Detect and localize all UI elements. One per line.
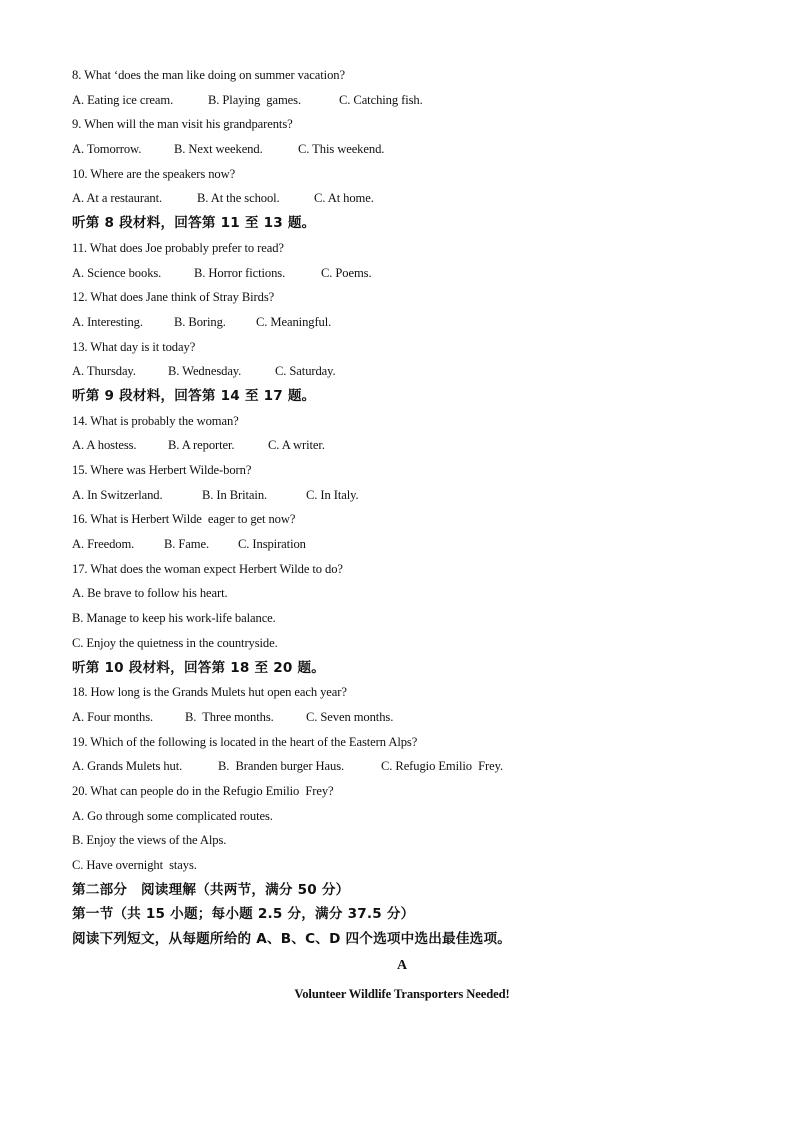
- option-a: A. Tomorrow.: [72, 142, 142, 157]
- option-a: A. In Switzerland.: [72, 487, 163, 502]
- option-c: C. In Italy.: [306, 487, 359, 502]
- options-10: [72, 186, 732, 211]
- option-a: A. Eating ice cream.: [72, 92, 174, 107]
- option-b: B. At the school.: [197, 191, 280, 206]
- options-13: [72, 359, 732, 384]
- option-c: C. At home.: [314, 191, 374, 206]
- section-heading-8: 听第 8 段材料，回答第 11 至 13 题。: [72, 215, 316, 232]
- options-15: [72, 483, 732, 508]
- option-c: C. Have overnight stays.: [72, 858, 197, 872]
- option-c: C. Enjoy the quietness in the countryside.: [72, 635, 278, 650]
- options-19: [72, 754, 732, 779]
- question-11: 11. What does Joe probably prefer to read?: [72, 240, 284, 255]
- section-one-heading: 第一节（共 15 小题；每小题 2.5 分，满分 37.5 分）: [72, 906, 415, 923]
- option-c: C. Saturday.: [275, 364, 336, 379]
- reading-instruction: 阅读下列短文，从每题所给的 A、B、C、D 四个选项中选出最佳选项。: [72, 931, 512, 948]
- question-17: 17. What does the woman expect Herbert Wilde to do?: [72, 561, 343, 576]
- options-11: [72, 261, 732, 286]
- question-9: 9. When will the man visit his grandparents?: [72, 117, 293, 132]
- question-14: 14. What is probably the woman?: [72, 413, 239, 428]
- option-c: C. A writer.: [268, 438, 325, 453]
- options-12: [72, 310, 732, 335]
- option-b: B. Wednesday.: [168, 364, 242, 379]
- option-a: A. Thursday.: [72, 364, 136, 379]
- option-b: B. Branden burger Haus.: [218, 759, 345, 774]
- options-18: [72, 705, 732, 730]
- option-a: A. Interesting.: [72, 314, 143, 329]
- option-b: B. In Britain.: [202, 487, 268, 502]
- option-c: C. Catching fish.: [339, 92, 423, 107]
- option-a: A. Freedom.: [72, 537, 135, 552]
- option-a: A. Four months.: [72, 709, 154, 724]
- question-10: 10. Where are the speakers now?: [72, 166, 236, 181]
- question-8: 8. What ‘does the man like doing on summer vacation?: [72, 68, 345, 82]
- options-8: [72, 88, 732, 113]
- question-19: 19. Which of the following is located in the heart of the Eastern Alps?: [72, 734, 418, 749]
- question-13: 13. What day is it today?: [72, 339, 196, 354]
- section-heading-9: 听第 9 段材料，回答第 14 至 17 题。: [72, 387, 316, 404]
- option-a: A. At a restaurant.: [72, 191, 163, 206]
- option-a: A. Science books.: [72, 265, 162, 280]
- part-two-heading: 第二部分 阅读理解（共两节，满分 50 分）: [72, 881, 350, 898]
- option-b: B. Manage to keep his work-life balance.: [72, 611, 276, 626]
- option-a: A. A hostess.: [72, 438, 137, 453]
- section-heading-10: 听第 10 段材料，回答第 18 至 20 题。: [72, 659, 326, 676]
- question-20: 20. What can people do in the Refugio Emilio Frey?: [72, 783, 334, 798]
- option-b: B. A reporter.: [168, 438, 235, 453]
- option-b: B. Next weekend.: [174, 142, 263, 157]
- passage-title: Volunteer Wildlife Transporters Needed!: [294, 987, 510, 1002]
- option-c: C. Poems.: [321, 265, 372, 280]
- question-15: 15. Where was Herbert Wilde-born?: [72, 463, 252, 477]
- exam-page: [72, 63, 732, 1007]
- option-c: C. Inspiration: [238, 537, 306, 552]
- option-c: C. Meaningful.: [256, 314, 332, 329]
- option-b: B. Fame.: [164, 537, 210, 552]
- option-c: C. Seven months.: [306, 709, 394, 724]
- option-a: A. Go through some complicated routes.: [72, 808, 273, 823]
- option-b: B. Boring.: [174, 314, 226, 329]
- option-b: B. Playing games.: [208, 92, 301, 107]
- option-c: C. Refugio Emilio Frey.: [381, 759, 504, 774]
- passage-letter: A: [396, 957, 407, 973]
- question-18: 18. How long is the Grands Mulets hut open each year?: [72, 685, 347, 700]
- options-9: [72, 137, 732, 162]
- option-b: B. Three months.: [185, 709, 274, 724]
- option-b: B. Horror fictions.: [194, 265, 286, 280]
- option-a: A. Be brave to follow his heart.: [72, 586, 228, 601]
- options-16: [72, 532, 732, 557]
- options-14: [72, 433, 732, 458]
- option-c: C. This weekend.: [298, 142, 385, 157]
- question-16: 16. What is Herbert Wilde eager to get now?: [72, 512, 296, 527]
- question-12: 12. What does Jane think of Stray Birds?: [72, 290, 275, 305]
- option-a: A. Grands Mulets hut.: [72, 759, 183, 774]
- option-b: B. Enjoy the views of the Alps.: [72, 833, 227, 848]
